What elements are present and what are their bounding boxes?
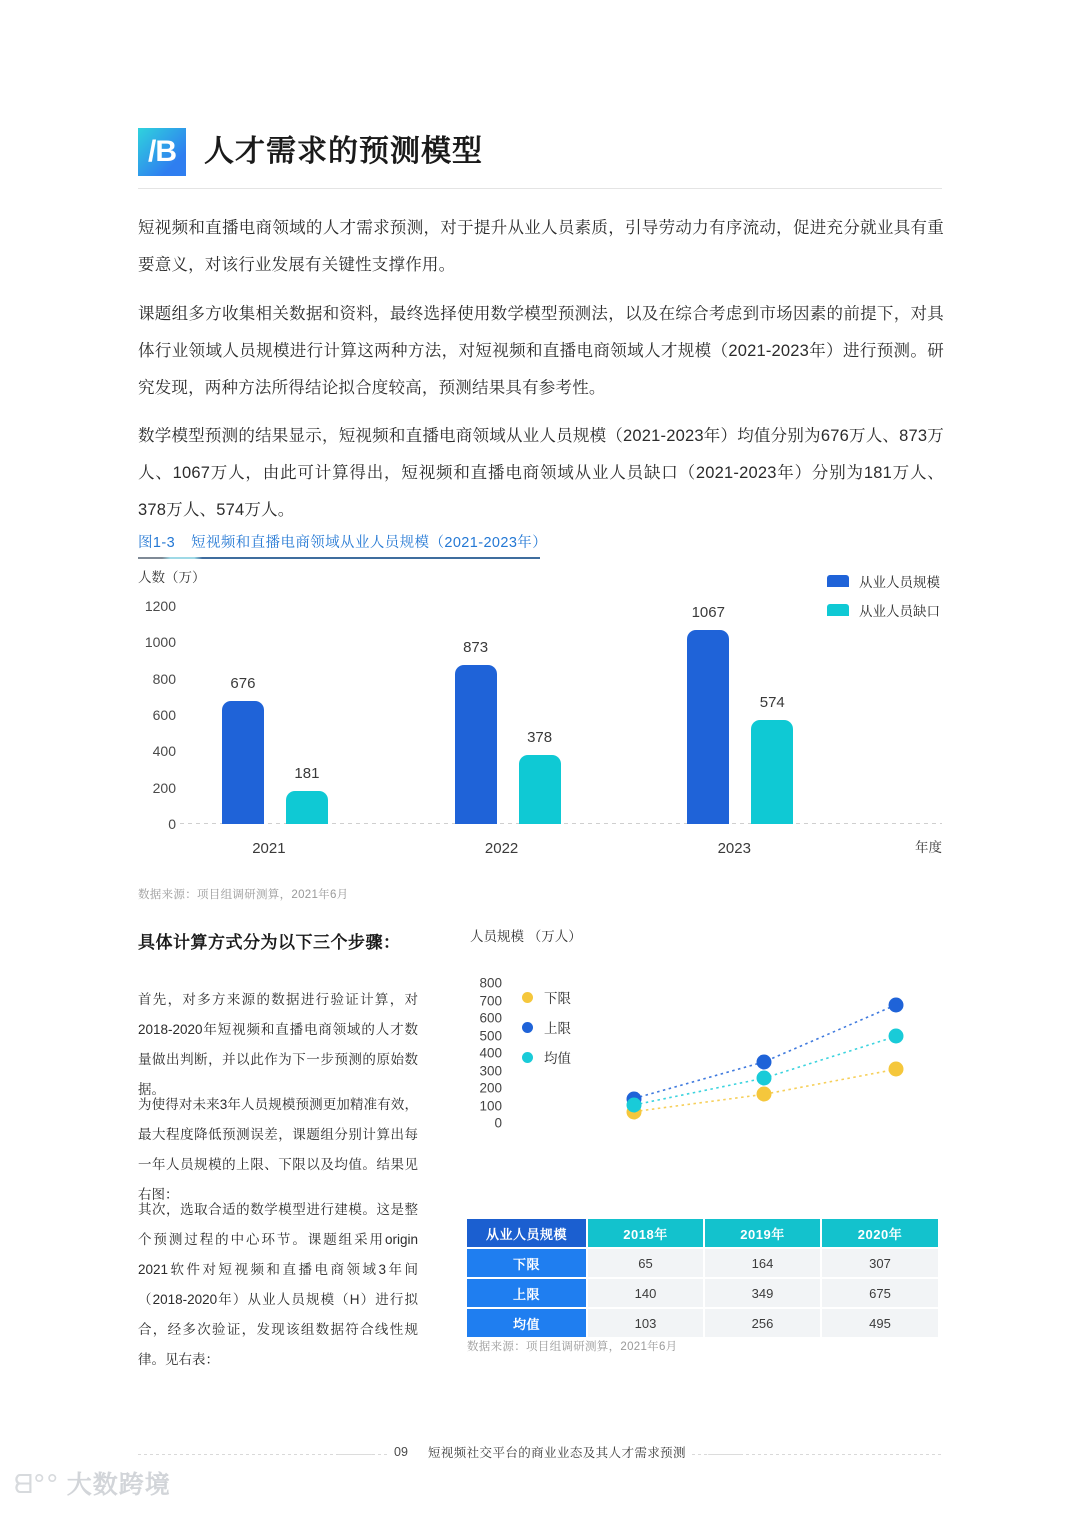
- figure-source-note: 数据来源：项目组调研测算，2021年6月: [138, 889, 349, 901]
- legend-label-mean: 均值: [544, 1051, 571, 1066]
- table-cell: 140: [587, 1278, 704, 1308]
- bar-chart-y-tick: 400: [152, 743, 176, 760]
- scatter-chart-series-lines: [514, 983, 914, 1123]
- paragraph-3: 数学模型预测的结果显示，短视频和直播电商领域从业人员规模（2021-2023年）均值分别为676万人、873万人、1067万人，由此可计算得出，短视频和直播电商领域从业人员缺口（2021-2023年）分别为181万人、378万人、574万人。: [138, 427, 944, 519]
- scatter-point: [757, 1054, 772, 1069]
- table-cell: 495: [821, 1308, 938, 1337]
- bar-value-label: 181: [294, 765, 320, 783]
- table-header-row: [467, 1219, 938, 1248]
- scatter-point: [627, 1097, 642, 1112]
- bar-value-label: 574: [759, 693, 785, 711]
- table-row: [467, 1308, 938, 1337]
- table-cell: 103: [587, 1308, 704, 1337]
- bar-value-label: 676: [230, 675, 256, 693]
- bar-chart-y-tick: 0: [168, 816, 176, 832]
- table-row-label: 均值: [467, 1308, 587, 1337]
- header-divider: [138, 188, 942, 189]
- legend-label-series-2: 从业人员缺口: [859, 604, 940, 619]
- scatter-point: [757, 1087, 772, 1102]
- bar-chart-y-tick: 600: [152, 707, 176, 723]
- footer-tab-edge-right: [708, 1454, 743, 1455]
- scatter-chart-y-tick: 100: [479, 1098, 502, 1113]
- section-header: [138, 128, 483, 176]
- bar-chart-y-axis-title: 人数（万）: [138, 570, 206, 585]
- scatter-chart-y-tick: 0: [494, 1115, 502, 1131]
- section-badge-icon: [138, 128, 186, 176]
- bar: [519, 729, 561, 824]
- scatter-point: [889, 1062, 904, 1077]
- figure-caption: [138, 531, 547, 552]
- column-paragraph-3: 其次，选取合适的数学模型进行建模。这是整个预测过程的中心环节。课题组采用origin 2021软件对短视频和直播电商领域3年间（2018-2020年）从业人员规模（H）进行拟合，经多次验证，发现该组数据符合线性规律。见右表：: [138, 1202, 418, 1367]
- bar: [455, 639, 497, 824]
- footer-title: 短视频社交平台的商业业态及其人才需求预测: [427, 1446, 686, 1460]
- bar-chart-x-tick: 2023: [717, 840, 751, 857]
- table-cell: 256: [704, 1308, 821, 1337]
- table-cell: 307: [821, 1248, 938, 1278]
- legend-label-lower-bound: 下限: [544, 991, 571, 1006]
- page-title: 人才需求的预测模型: [204, 135, 483, 168]
- watermark-text: 大数跨境: [66, 1470, 171, 1499]
- watermark: [14, 1472, 171, 1498]
- table-corner-header: 从业人员规模: [467, 1219, 587, 1248]
- scatter-chart-y-tick: 800: [479, 975, 502, 991]
- section-badge-label: /B: [148, 135, 176, 168]
- bar: [222, 675, 264, 824]
- figure-caption-text: 短视频和直播电商领域从业人员规模（2021-2023年）: [191, 535, 548, 551]
- watermark-logo-icon: ᗺ°°: [14, 1470, 59, 1500]
- bar-group: [214, 606, 391, 857]
- bar-chart: [138, 566, 944, 876]
- paragraph-2: 课题组多方收集相关数据和资料，最终选择使用数学模型预测法，以及在综合考虑到市场因素的前提下，对具体行业领域人员规模进行计算这两种方法，对短视频和直播电商领域人才规模（2021-2023年）进行预测。研究发现，两种方法所得结论拟合度较高，预测结果具有参考性。: [138, 305, 944, 397]
- scatter-chart-y-axis-title: 人员规模 （万人）: [470, 929, 582, 944]
- table-row: [467, 1278, 938, 1308]
- bar-chart-x-tick: 2021: [252, 840, 286, 857]
- legend-label-series-1: 从业人员规模: [859, 575, 940, 590]
- paragraph-1: 短视频和直播电商领域的人才需求预测，对于提升从业人员素质，引导劳动力有序流动，促进充分就业具有重要意义，对该行业发展有关键性支撑作用。: [138, 219, 944, 274]
- scatter-chart-plot-area: [479, 975, 914, 1131]
- table-source-note: 数据来源：项目组调研测算，2021年6月: [467, 1341, 678, 1353]
- scatter-chart-y-tick: 600: [479, 1010, 502, 1026]
- bar: [286, 765, 328, 824]
- bar-group: [679, 604, 856, 857]
- table-column-header: 2020年: [821, 1219, 938, 1248]
- legend-swatch-series-1: [827, 575, 849, 587]
- steps-heading: 具体计算方式分为以下三个步骤：: [138, 933, 401, 952]
- table-column-header: 2019年: [704, 1219, 821, 1248]
- bar: [751, 693, 793, 824]
- bar-value-label: 873: [463, 639, 489, 657]
- bar-chart-y-tick: 1000: [144, 634, 176, 651]
- table-body: [467, 1248, 938, 1337]
- table-cell: 164: [704, 1248, 821, 1278]
- bar-value-label: 1067: [691, 604, 725, 622]
- scatter-chart-y-tick: 300: [479, 1063, 502, 1078]
- bar-chart-y-tick: 1200: [144, 598, 176, 614]
- table-cell: 675: [821, 1278, 938, 1308]
- legend-label-upper-bound: 上限: [544, 1021, 571, 1036]
- table-row: [467, 1248, 938, 1278]
- table-row-label: 上限: [467, 1278, 587, 1308]
- scatter-point: [889, 1029, 904, 1044]
- table-column-header: 2018年: [587, 1219, 704, 1248]
- bar-group: [447, 606, 624, 857]
- footer-page-number: 09: [394, 1445, 408, 1459]
- page-footer: [0, 1443, 1080, 1465]
- table-cell: 349: [704, 1278, 821, 1308]
- bar: [687, 604, 729, 824]
- bar-chart-y-tick: 200: [152, 779, 176, 796]
- bar-value-label: 378: [527, 729, 553, 747]
- forecast-table: [467, 1219, 938, 1337]
- footer-tab-edge-left: [338, 1454, 373, 1455]
- column-paragraph-2: 为使得对未来3年人员规模预测更加精准有效，最大程度降低预测误差，课题组分别计算出每一年人员规模的上限、下限以及均值。结果见右图：: [138, 1097, 418, 1202]
- scatter-point: [757, 1071, 772, 1086]
- scatter-chart-y-tick: 200: [479, 1080, 502, 1096]
- bar-chart-x-tick: 2022: [484, 840, 519, 857]
- figure-caption-divider: [138, 557, 540, 559]
- bar-chart-y-tick: 800: [152, 670, 176, 687]
- bar-chart-x-axis-title: 年度: [915, 840, 942, 855]
- column-paragraph-1: 首先，对多方来源的数据进行验证计算，对2018-2020年短视频和直播电商领域的人才数量做出判断，并以此作为下一步预测的原始数据。: [138, 992, 418, 1097]
- table-cell: 65: [587, 1248, 704, 1278]
- table-head: [467, 1219, 938, 1248]
- table-row-label: 下限: [467, 1248, 587, 1278]
- scatter-chart-y-tick: 400: [479, 1045, 502, 1061]
- scatter-chart-y-tick: 500: [479, 1028, 502, 1043]
- figure-caption-number: 图1-3: [138, 535, 176, 551]
- scatter-chart-y-tick: 700: [479, 993, 502, 1008]
- scatter-chart: [462, 925, 944, 1205]
- footer-tab: [372, 1443, 708, 1461]
- scatter-point: [889, 997, 904, 1012]
- legend-item: [827, 571, 940, 591]
